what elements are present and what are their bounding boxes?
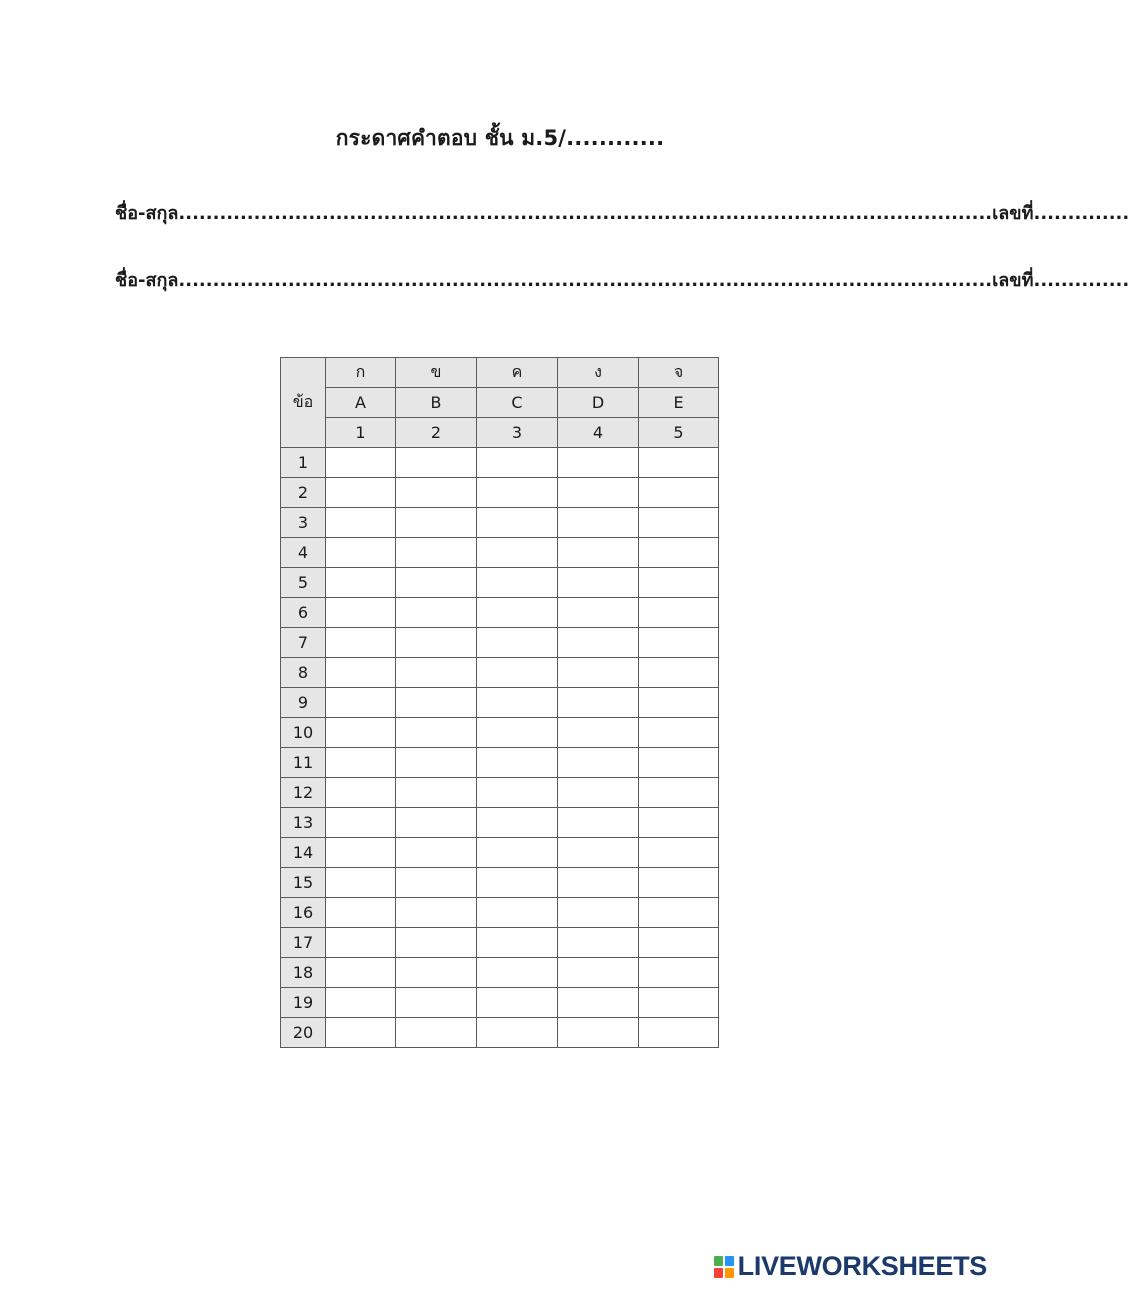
answer-cell[interactable] [558, 628, 639, 658]
answer-cell[interactable] [326, 628, 396, 658]
answer-cell[interactable] [477, 898, 558, 928]
answer-rows [281, 448, 719, 1048]
answer-cell[interactable] [477, 748, 558, 778]
logo-tile [725, 1256, 734, 1266]
answer-cell[interactable] [326, 928, 396, 958]
answer-row [281, 628, 719, 658]
logo-tile [725, 1268, 734, 1278]
answer-cell[interactable] [639, 1018, 719, 1048]
choice-header-thai: ค [477, 358, 558, 388]
answer-cell[interactable] [477, 568, 558, 598]
answer-row [281, 568, 719, 598]
answer-cell[interactable] [558, 808, 639, 838]
liveworksheets-logo-icon [714, 1256, 734, 1278]
answer-row [281, 838, 719, 868]
question-number: 4 [281, 538, 326, 568]
answer-cell[interactable] [326, 598, 396, 628]
answer-cell[interactable] [396, 568, 477, 598]
answer-cell[interactable] [326, 808, 396, 838]
answer-cell[interactable] [639, 808, 719, 838]
answer-cell[interactable] [558, 538, 639, 568]
answer-cell[interactable] [639, 508, 719, 538]
choice-header-thai: ข [396, 358, 477, 388]
answer-cell[interactable] [558, 1018, 639, 1048]
answer-cell[interactable] [396, 868, 477, 898]
answer-cell[interactable] [477, 808, 558, 838]
question-number: 14 [281, 838, 326, 868]
answer-cell[interactable] [639, 718, 719, 748]
answer-cell[interactable] [477, 688, 558, 718]
answer-cell[interactable] [396, 778, 477, 808]
answer-row [281, 1018, 719, 1048]
answer-row [281, 688, 719, 718]
answer-cell[interactable] [396, 598, 477, 628]
answer-cell[interactable] [639, 748, 719, 778]
answer-cell[interactable] [396, 988, 477, 1018]
question-number: 1 [281, 448, 326, 478]
student-name-line-2: ชื่อ-สกุล.......................................................................................................................เลขที่.............. [115, 270, 1129, 291]
answer-cell[interactable] [558, 748, 639, 778]
answer-cell[interactable] [639, 988, 719, 1018]
answer-cell[interactable] [558, 448, 639, 478]
choice-header-number: 5 [639, 418, 719, 448]
choice-header-number: 4 [558, 418, 639, 448]
choice-header-thai: ก [326, 358, 396, 388]
answer-cell[interactable] [477, 628, 558, 658]
answer-cell[interactable] [396, 448, 477, 478]
header-row-numeric [281, 418, 719, 448]
choice-header-thai: จ [639, 358, 719, 388]
answer-cell[interactable] [396, 958, 477, 988]
answer-cell[interactable] [396, 838, 477, 868]
choice-header-number: 2 [396, 418, 477, 448]
question-number: 20 [281, 1018, 326, 1048]
answer-cell[interactable] [326, 958, 396, 988]
answer-cell[interactable] [396, 1018, 477, 1048]
brand-text: LIVEWORKSHEETS [737, 1251, 987, 1281]
answer-cell[interactable] [477, 958, 558, 988]
question-number: 18 [281, 958, 326, 988]
answer-cell[interactable] [639, 658, 719, 688]
answer-cell[interactable] [558, 718, 639, 748]
question-number: 6 [281, 598, 326, 628]
question-number: 3 [281, 508, 326, 538]
choice-header-latin: D [558, 388, 639, 418]
question-number: 12 [281, 778, 326, 808]
question-number: 13 [281, 808, 326, 838]
answer-cell[interactable] [326, 508, 396, 538]
answer-cell[interactable] [396, 478, 477, 508]
answer-cell[interactable] [477, 508, 558, 538]
answer-cell[interactable] [558, 838, 639, 868]
answer-cell[interactable] [477, 778, 558, 808]
answer-cell[interactable] [326, 898, 396, 928]
question-number: 17 [281, 928, 326, 958]
answer-cell[interactable] [477, 718, 558, 748]
answer-cell[interactable] [558, 898, 639, 928]
answer-cell[interactable] [558, 598, 639, 628]
answer-row [281, 868, 719, 898]
student-name-line-1: ชื่อ-สกุล.......................................................................................................................เลขที่.............. [115, 203, 1129, 224]
answer-cell[interactable] [639, 568, 719, 598]
page-title: กระดาศคำตอบ ชั้น ม.5/............ [335, 126, 665, 150]
answer-cell[interactable] [477, 928, 558, 958]
answer-cell[interactable] [396, 628, 477, 658]
answer-row [281, 598, 719, 628]
answer-cell[interactable] [477, 448, 558, 478]
question-number: 10 [281, 718, 326, 748]
answer-cell[interactable] [396, 508, 477, 538]
answer-cell[interactable] [639, 898, 719, 928]
answer-cell[interactable] [558, 988, 639, 1018]
answer-cell[interactable] [396, 658, 477, 688]
answer-cell[interactable] [639, 928, 719, 958]
answer-cell[interactable] [326, 988, 396, 1018]
question-number: 16 [281, 898, 326, 928]
answer-row [281, 928, 719, 958]
answer-cell[interactable] [477, 478, 558, 508]
answer-row [281, 658, 719, 688]
question-number: 7 [281, 628, 326, 658]
answer-row [281, 898, 719, 928]
choice-header-latin: C [477, 388, 558, 418]
answer-cell[interactable] [396, 538, 477, 568]
answer-cell[interactable] [477, 538, 558, 568]
question-number: 11 [281, 748, 326, 778]
answer-row [281, 808, 719, 838]
answer-cell[interactable] [477, 868, 558, 898]
answer-cell[interactable] [558, 508, 639, 538]
choice-header-latin: E [639, 388, 719, 418]
choice-header-number: 3 [477, 418, 558, 448]
answer-cell[interactable] [558, 568, 639, 598]
answer-row [281, 958, 719, 988]
answer-cell[interactable] [558, 868, 639, 898]
liveworksheets-brand [714, 1251, 987, 1282]
answer-cell[interactable] [639, 448, 719, 478]
answer-cell[interactable] [477, 838, 558, 868]
answer-cell[interactable] [558, 958, 639, 988]
answer-cell[interactable] [326, 838, 396, 868]
answer-cell[interactable] [326, 1018, 396, 1048]
header-row-latin [281, 388, 719, 418]
question-number: 2 [281, 478, 326, 508]
answer-row [281, 988, 719, 1018]
answer-cell[interactable] [396, 928, 477, 958]
choice-header-thai: ง [558, 358, 639, 388]
logo-tile [714, 1268, 723, 1278]
answer-cell[interactable] [326, 748, 396, 778]
answer-cell[interactable] [326, 778, 396, 808]
answer-cell[interactable] [477, 1018, 558, 1048]
answer-cell[interactable] [558, 658, 639, 688]
question-number: 8 [281, 658, 326, 688]
answer-cell[interactable] [639, 838, 719, 868]
answer-cell[interactable] [396, 808, 477, 838]
answer-cell[interactable] [639, 598, 719, 628]
answer-cell[interactable] [326, 868, 396, 898]
answer-cell[interactable] [639, 688, 719, 718]
question-number: 5 [281, 568, 326, 598]
answer-cell[interactable] [639, 778, 719, 808]
answer-row [281, 478, 719, 508]
question-number: 19 [281, 988, 326, 1018]
answer-cell[interactable] [326, 478, 396, 508]
answer-cell[interactable] [558, 478, 639, 508]
answer-cell[interactable] [326, 658, 396, 688]
question-number: 15 [281, 868, 326, 898]
answer-row [281, 538, 719, 568]
question-number: 9 [281, 688, 326, 718]
choice-header-latin: A [326, 388, 396, 418]
answer-cell[interactable] [326, 568, 396, 598]
answer-grid [280, 357, 719, 1048]
answer-cell[interactable] [326, 538, 396, 568]
answer-cell[interactable] [396, 748, 477, 778]
answer-cell[interactable] [396, 718, 477, 748]
answer-cell[interactable] [558, 688, 639, 718]
answer-cell[interactable] [477, 988, 558, 1018]
answer-cell[interactable] [477, 598, 558, 628]
header-row-thai [281, 358, 719, 388]
choice-header-number: 1 [326, 418, 396, 448]
answer-cell[interactable] [639, 538, 719, 568]
answer-row [281, 748, 719, 778]
question-column-header: ข้อ [281, 358, 326, 448]
answer-cell[interactable] [558, 928, 639, 958]
answer-row [281, 778, 719, 808]
answer-cell[interactable] [639, 868, 719, 898]
answer-cell[interactable] [326, 718, 396, 748]
answer-cell[interactable] [558, 778, 639, 808]
answer-cell[interactable] [396, 688, 477, 718]
answer-cell[interactable] [326, 448, 396, 478]
answer-cell[interactable] [326, 688, 396, 718]
answer-row [281, 508, 719, 538]
answer-cell[interactable] [639, 628, 719, 658]
answer-row [281, 718, 719, 748]
choice-header-latin: B [396, 388, 477, 418]
answer-cell[interactable] [477, 658, 558, 688]
logo-tile [714, 1256, 723, 1266]
answer-row [281, 448, 719, 478]
answer-cell[interactable] [639, 478, 719, 508]
answer-cell[interactable] [639, 958, 719, 988]
answer-cell[interactable] [396, 898, 477, 928]
